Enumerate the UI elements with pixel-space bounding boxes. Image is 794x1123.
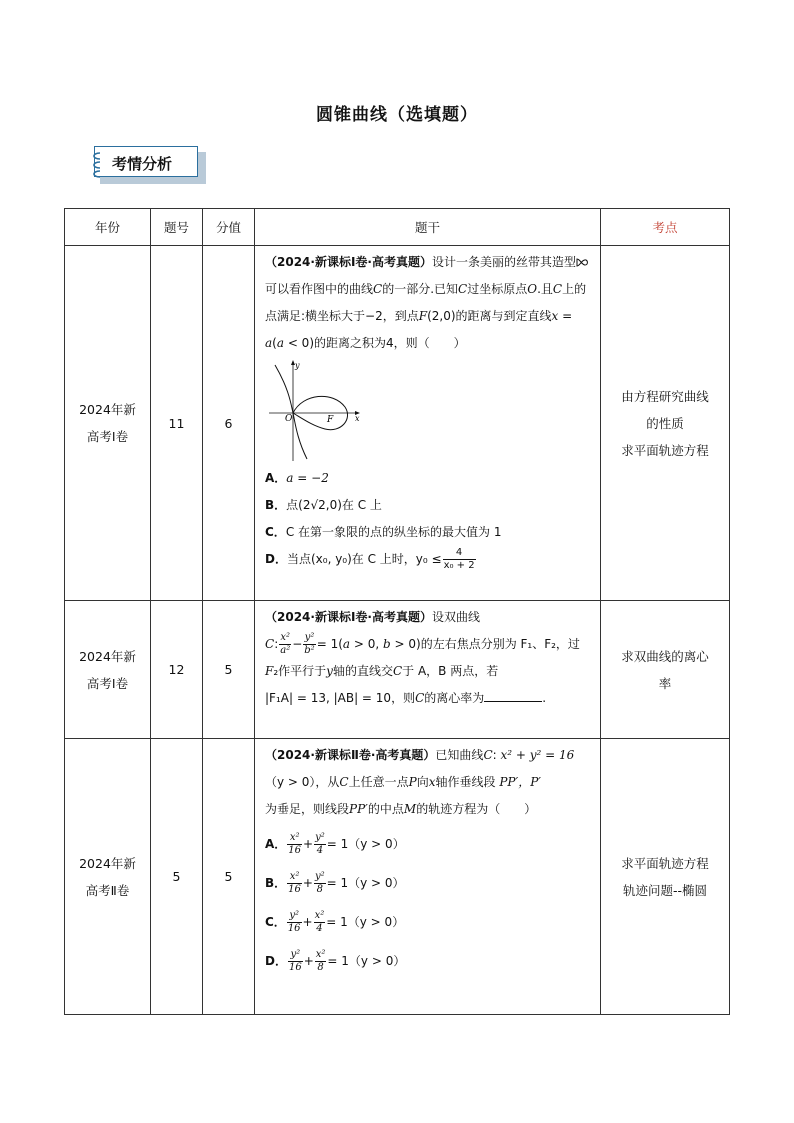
table-header-row (65, 209, 730, 246)
header-year: 年份 (65, 209, 151, 246)
question-source: （2024·新课标Ⅰ卷·高考真题） (265, 610, 432, 624)
header-knowledge: 考点 (601, 209, 730, 246)
option-a: A．a = −2 (265, 471, 329, 485)
cell-knowledge: 由方程研究曲线 的性质 求平面轨迹方程 (601, 246, 730, 601)
table-row (65, 601, 730, 739)
section-label: 考情分析 (112, 155, 173, 173)
binder-rings-icon (90, 150, 104, 180)
header-stem: 题干 (255, 209, 601, 246)
answer-blank (484, 689, 542, 702)
option-d: D． $\frac{\text{y²}}{16}$ + $\frac{\text{x²}}{8}$ = 1（y > 0） (265, 949, 406, 973)
table-row (65, 246, 730, 601)
focus-label: F (327, 415, 334, 425)
cell-qnum: 5 (151, 739, 203, 1015)
curve-figure (265, 359, 365, 463)
cell-score: 6 (203, 246, 255, 601)
year-text: 高考Ⅰ卷 (86, 429, 129, 444)
axis-label-x: x (355, 414, 360, 423)
section-badge (94, 146, 206, 184)
header-score: 分值 (203, 209, 255, 246)
option-d: D．当点(x₀, y₀)在 C 上时，y₀ ≤ $\frac{4}{\text{x₀ + 2}}$ (265, 547, 475, 571)
option-c: C． $\frac{\text{y²}}{16}$ + $\frac{\text{x²}}{4}$ = 1（y > 0） (265, 910, 405, 934)
cell-stem: （2024·新课标Ⅱ卷·高考真题）已知曲线C: x² + y² = 16 （y > 0），从C上任意一点P向x轴作垂线段 PP′，P′ 为垂足，则线段PP′的中点M的轨迹方程为（ ） A． $\frac{\text{x²}}{16}$ + $\frac{\text{y²}}{4}$ = 1（y > 0） B． $\frac{\text{x²}}{16}$ + $\frac{\text{y²}}{8}$ = 1（y > 0） C． $\frac{\text{y²}}{16}$ + $\frac{\text{x²}}{4}$ = 1（y > 0） D． $\frac{\text{y²}}{16}$ + $\frac{\text{x²}}{8}$ = 1（y > 0） (255, 739, 601, 1015)
option-b: B．点(2√2,0)在 C 上 (265, 498, 382, 512)
header-qnum: 题号 (151, 209, 203, 246)
cell-qnum: 11 (151, 246, 203, 601)
stem-text: 可以看作图中的曲线 (265, 282, 374, 296)
cell-stem: （2024·新课标Ⅰ卷·高考真题）设双曲线 C: $\frac{\text{x²}}{\text{a²}}$ − $\frac{\text{y²}}{\text{b²}}$ = 1(a > 0, b > 0)的左右焦点分别为 F₁、F₂，过 F₂作平行于y轴的直线交C于 A，B 两点，若 |F₁A| = 13, |AB| = 10，则C的离心率为 . (255, 601, 601, 739)
option-c: C．C 在第一象限的点的纵坐标的最大值为 1 (265, 525, 502, 539)
cell-stem: （2024·新课标Ⅰ卷·高考真题）设计一条美丽的丝带其造型可以看作图中的曲线C的一部分.已知C过坐标原点O.且C上的点满足:横坐标大于−2，到点F(2,0)的距离与到定直线x = a(a < 0)的距离之积为4，则（ ） y O F x A．a = −2 B．点(2√2,0)在 C 上 C．C 在第一象限的点的纵坐标的最大值为 1 D．当点(x₀, y₀)在 C 上时，y₀ ≤ $\frac{4}{\text{x₀ + 2}}$ (255, 246, 601, 601)
year-text: 2024年新 (79, 402, 136, 417)
ribbon-shape-icon (576, 258, 588, 267)
origin-label: O (285, 414, 293, 424)
stem-text: 的距离之积为4，则（ ） (314, 336, 466, 350)
cell-year: 2024年新 高考Ⅰ卷 (65, 601, 151, 739)
stem-text: 设计一条美丽的丝带其造型 (431, 255, 576, 269)
table-row (65, 739, 730, 1015)
question-source: （2024·新课标Ⅱ卷·高考真题） (265, 748, 436, 762)
stem-text: 过坐标原点 (467, 282, 528, 296)
stem-text: 的距离与到定直线 (455, 309, 552, 323)
question-source: （2024·新课标Ⅰ卷·高考真题） (265, 255, 432, 269)
cell-year: 2024年新 高考Ⅱ卷 (65, 739, 151, 1015)
axis-label-y: y (295, 361, 300, 370)
stem-text: 的一部分.已知 (382, 282, 459, 296)
cell-score: 5 (203, 601, 255, 739)
cell-qnum: 12 (151, 601, 203, 739)
cell-knowledge: 求双曲线的离心 率 (601, 601, 730, 739)
cell-knowledge: 求平面轨迹方程 轨迹问题--椭圆 (601, 739, 730, 1015)
cell-year (65, 246, 151, 601)
cell-score: 5 (203, 739, 255, 1015)
stem-text: .且 (537, 282, 553, 296)
option-b: B． $\frac{\text{x²}}{16}$ + $\frac{\text{y²}}{8}$ = 1（y > 0） (265, 871, 405, 895)
stem-text: 上的点满足:横坐标大于−2，到点 (265, 282, 587, 323)
page-title: 圆锥曲线（选填题） (316, 105, 478, 125)
badge-box (94, 146, 198, 177)
exam-analysis-table (64, 208, 730, 1015)
option-a: A． $\frac{\text{x²}}{16}$ + $\frac{\text{y²}}{4}$ = 1（y > 0） (265, 832, 405, 856)
